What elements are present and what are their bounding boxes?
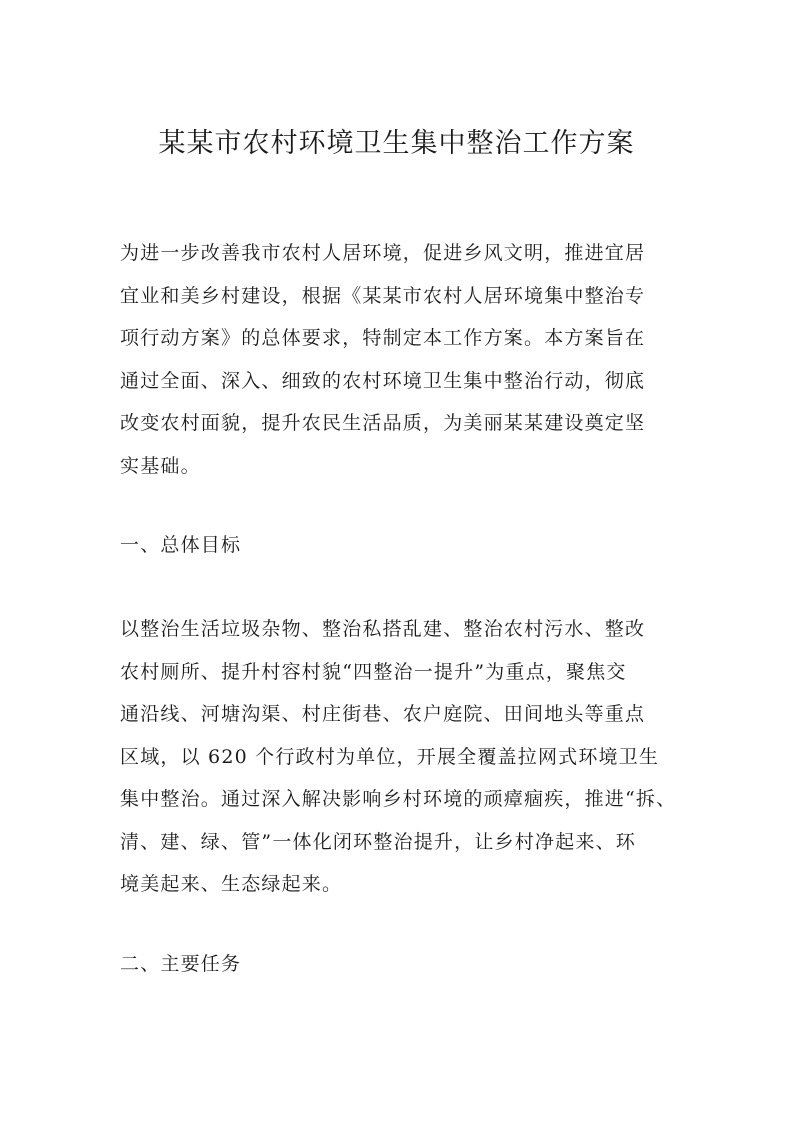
- intro-line: 通过全面、深入、细致的农村环境卫生集中整治行动，彻底: [120, 369, 646, 392]
- intro-line: 改变农村面貌，提升农民生活品质，为美丽某某建设奠定坚: [120, 412, 646, 434]
- goal-line: 区域，以 620 个行政村为单位，开展全覆盖拉网式环境卫生: [120, 745, 660, 768]
- intro-line: 宜业和美乡村建设，根据《某某市农村人居环境集中整治专: [120, 284, 646, 307]
- intro-paragraph: [120, 232, 680, 487]
- goal-line: 农村厕所、提升村容村貌“四整治一提升”为重点，聚焦交: [120, 660, 627, 683]
- intro-line: 为进一步改善我市农村人居环境，促进乡风文明，推进宜居: [120, 242, 646, 264]
- intro-line: 实基础。: [120, 454, 201, 477]
- overall-goal-paragraph: [120, 608, 680, 906]
- goal-line: 集中整治。通过深入解决影响乡村环境的顽瘴痼疾，推进“拆、: [120, 788, 677, 810]
- goal-line: 通沿线、河塘沟渠、村庄街巷、农户庭院、田间地头等重点: [120, 703, 646, 725]
- goal-line: 清、建、绿、管”一体化闭环整治提升，让乡村净起来、环: [120, 830, 636, 853]
- section-heading-overall-goal: 一、总体目标: [120, 534, 242, 556]
- intro-line: 项行动方案》的总体要求，特制定本工作方案。本方案旨在: [120, 327, 646, 349]
- goal-line: 以整治生活垃圾杂物、整治私搭乱建、整治农村污水、整改: [120, 618, 646, 640]
- goal-line: 境美起来、生态绿起来。: [120, 873, 343, 895]
- document-title: 某某市农村环境卫生集中整治工作方案: [158, 128, 635, 159]
- section-heading-main-tasks: 二、主要任务: [120, 953, 242, 975]
